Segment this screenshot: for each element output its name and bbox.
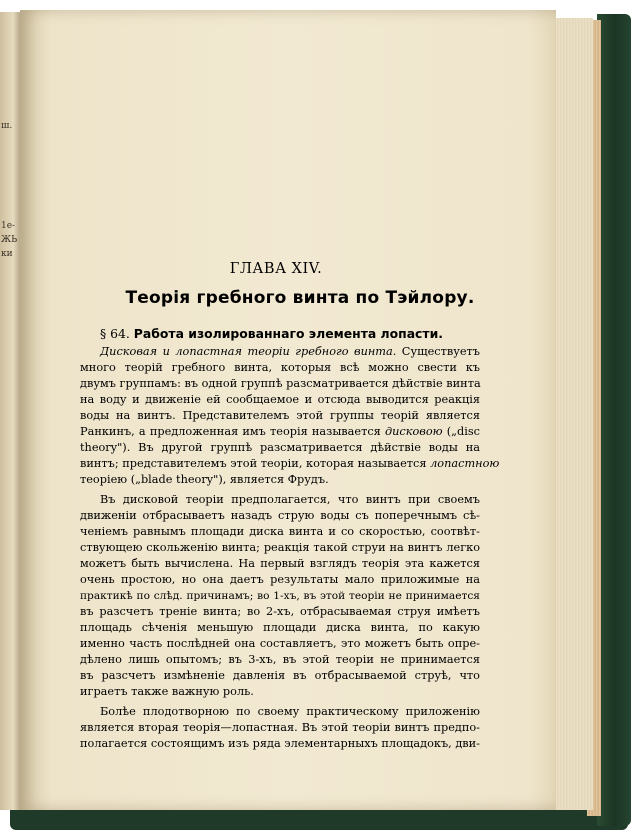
text-line: практикѣ по слѣд. причинамъ; во 1-хъ, въ этой теоріи не принимается	[80, 590, 480, 602]
text-line: Въ дисковой теоріи предполагается, что винтъ при своемъ	[100, 493, 480, 506]
text-line: дѣлено лишь опытомъ; въ 3-хъ, въ этой теоріи не принимается	[80, 653, 480, 666]
text-line: ченіемъ равнымъ площади диска винта и со скоростью, соотвѣт-	[80, 525, 480, 538]
text-line: Болѣе плодотворною по своему практическому приложенію	[100, 705, 480, 718]
text-line: именно часть послѣдней она составляетъ, это можетъ быть опре-	[80, 637, 480, 650]
facing-page-edge	[0, 12, 22, 810]
text-line: воды на винтъ. Представителемъ этой группы теорій является	[80, 409, 480, 422]
margin-fragment: ш.	[1, 121, 13, 131]
italic-term: лопастною	[430, 457, 500, 470]
text-line: много теорій гребного винта, которыя всѣ можно свести къ	[80, 361, 480, 374]
book-cover-spine	[597, 14, 631, 826]
chapter-label: ГЛАВА XIV.	[229, 261, 323, 277]
text-line: theory"). Въ другой группѣ разсматривается дѣйствіе воды на	[80, 441, 480, 454]
text-line: очень простою, но она даетъ результаты мало приложимые на	[80, 573, 480, 586]
section-heading	[100, 326, 500, 341]
text-line: полагается состоящимъ изъ ряда элементарныхъ площадокъ, дви-	[80, 737, 480, 750]
text-line: играетъ также важную роль.	[80, 685, 254, 698]
text-line: теоріею („blade theory"), является Фрудъ.	[80, 473, 329, 486]
text-line: въ разсчетъ измѣненіе давленія въ отбрасываемой струѣ, что	[80, 669, 480, 682]
text-run: Существуетъ	[396, 345, 480, 358]
text-line: въ разсчетъ треніе винта; во 2-хъ, отбрасываемая струя имѣетъ	[80, 605, 480, 618]
text-line: можетъ быть вычислена. На первый взглядъ теорія эта кажется	[80, 557, 480, 570]
margin-fragment: 1е-	[1, 221, 16, 231]
margin-fragment: ЖЬ	[1, 235, 18, 245]
text-line	[80, 456, 500, 472]
text-line: двумъ группамъ: въ одной группѣ разсматривается дѣйствіе винта	[80, 377, 481, 390]
text-line: площадь сѣченія меньшую площади диска винта, по какую	[80, 621, 480, 634]
text-line: является вторая теорія—лопастная. Въ этой теоріи винтъ предпо-	[80, 721, 480, 734]
text-run: („disc	[442, 425, 480, 438]
margin-fragment: ки	[1, 249, 13, 259]
text-line: ствующею скольженію винта; реакція такой струи на винтъ легко	[80, 541, 480, 554]
chapter-title: Теорія гребного винта по Тэйлору.	[125, 288, 475, 308]
book-page	[20, 10, 556, 810]
text-run: винтъ; представителемъ этой теоріи, которая называется	[80, 457, 431, 470]
italic-term: дисковою	[384, 425, 443, 438]
section-number: § 64.	[100, 326, 130, 341]
text-line: на воду и движеніе ей сообщаемое и отсюда выводится реакція	[80, 393, 480, 406]
text-line	[100, 344, 480, 360]
text-run: Ранкинъ, а предложенная имъ теорія называется	[80, 425, 385, 438]
text-line	[80, 424, 480, 440]
section-title: Работа изолированнаго элемента лопасти.	[133, 326, 443, 341]
italic-subheading: Дисковая и лопастная теоріи гребного винта.	[100, 345, 397, 358]
text-line: движеніи отбрасываетъ назадъ струю воды съ поперечнымъ сѣ-	[80, 509, 480, 522]
